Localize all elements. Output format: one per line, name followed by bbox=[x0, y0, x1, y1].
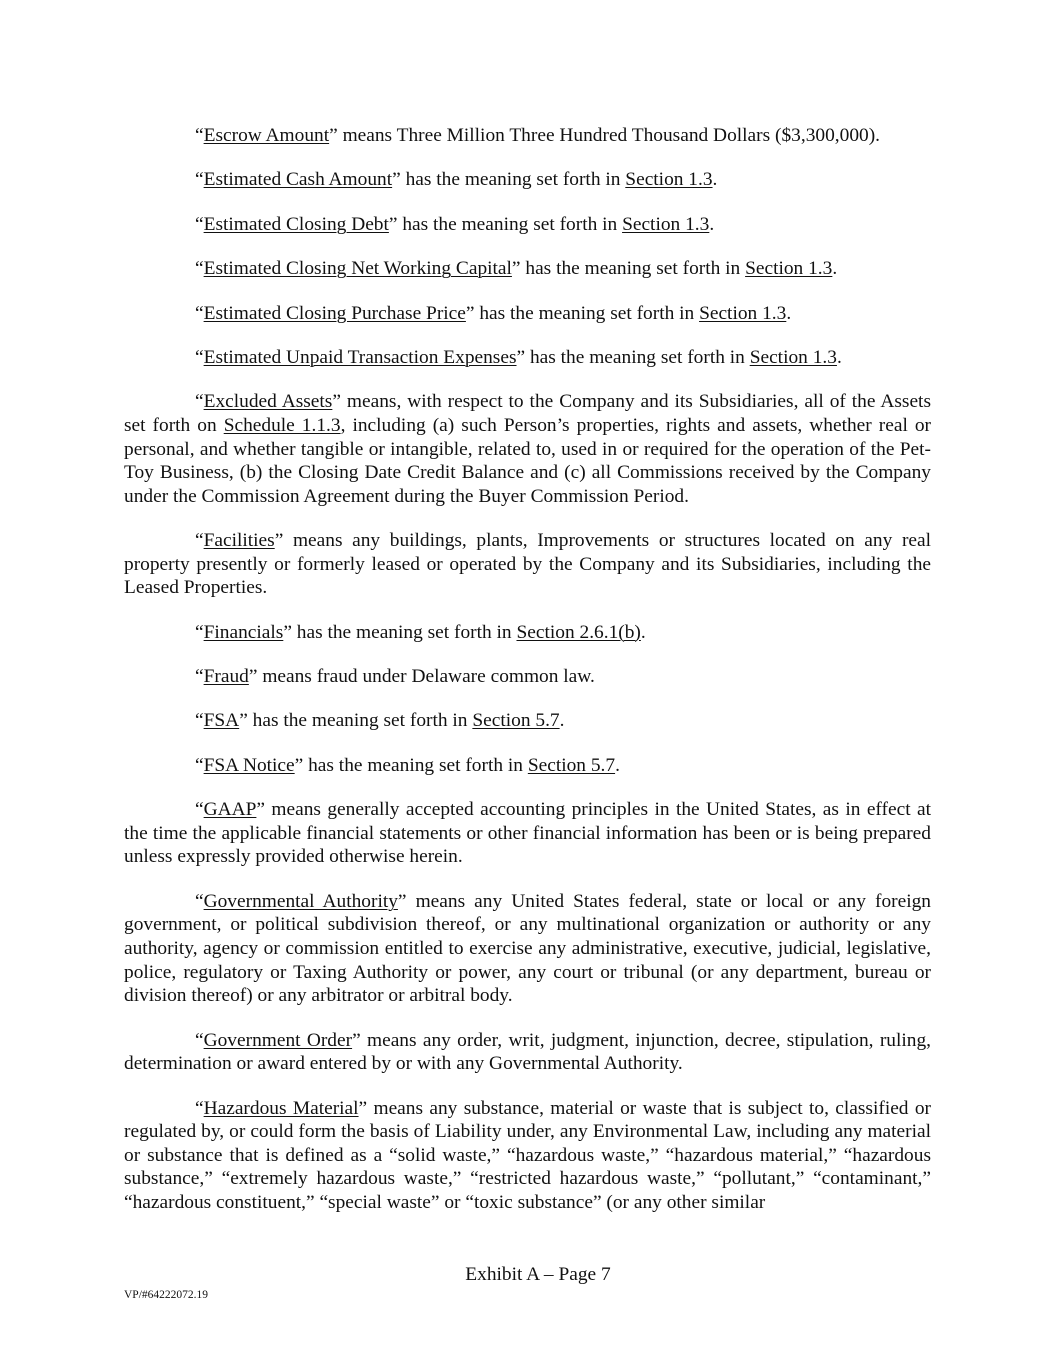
definition-paragraph: “Estimated Cash Amount” has the meaning set forth in Section 1.3. bbox=[195, 169, 718, 191]
section-reference: Section 2.6.1(b) bbox=[516, 621, 641, 643]
definition-text: has the meaning set forth in bbox=[247, 710, 473, 732]
section-reference: Section 1.3 bbox=[699, 302, 787, 324]
section-reference: Section 5.7 bbox=[527, 754, 616, 776]
defined-term: Excluded Assets bbox=[203, 391, 333, 413]
section-reference: Section 1.3 bbox=[625, 169, 713, 191]
definition-paragraph: “Excluded Assets” means, with respect to the Company and its Subsidiaries, all of the Assets set forth on Schedule 1.1.3, including (a) such Person’s properties, rights and assets, whether real or personal, and whether tangible or intangible, related to, used in or required for the operation of the Pet-Toy Business, (b) the Closing Date Credit Balance and (c) all Commissions received by the Company under the Commission Agreement during the Buyer Commission Period. bbox=[124, 391, 932, 507]
definition-paragraph: “Financials” has the meaning set forth in Section 2.6.1(b). bbox=[195, 621, 646, 643]
definition-paragraph: “Fraud” means fraud under Delaware common law. bbox=[195, 666, 595, 688]
definition-text: means any buildings, plants, Improvements or structures located on any real property presently or formerly leased or operated by the Company and its Subsidiaries, including the Leased Properties. bbox=[124, 530, 931, 599]
definition-paragraph: “FSA” has the meaning set forth in Section 5.7. bbox=[195, 710, 565, 732]
definition-text: . bbox=[712, 169, 718, 191]
defined-term: Fraud bbox=[203, 666, 249, 688]
definition-paragraph: “Estimated Closing Debt” has the meaning set forth in Section 1.3. bbox=[195, 213, 715, 235]
definition-text: . bbox=[640, 621, 646, 643]
defined-term: Estimated Closing Debt bbox=[203, 213, 389, 235]
defined-term: Financials bbox=[203, 621, 284, 643]
definition-text: has the meaning set forth in bbox=[291, 621, 517, 643]
defined-term: FSA bbox=[203, 710, 240, 732]
defined-term: Hazardous Material bbox=[203, 1097, 359, 1119]
definition-text: . bbox=[786, 302, 792, 324]
defined-term: GAAP bbox=[203, 799, 257, 821]
page-number-footer: Exhibit A – Page 7 bbox=[465, 1264, 611, 1285]
definition-text: has the meaning set forth in bbox=[525, 346, 750, 368]
definition-text: . bbox=[709, 213, 715, 235]
definition-text: means any United States federal, state or local or any foreign government, or political subdivision thereof, or any multinational organization or authority or any authority, agency or commission entitled to exercise any administrative, executive, judicial, legislative, police, regulatory or Taxing Authority or power, any court or tribunal (or any department, bureau or division thereof) or any arbitrator or arbitral body. bbox=[124, 890, 931, 1007]
defined-term: Estimated Closing Purchase Price bbox=[203, 302, 466, 324]
definition-text: . bbox=[836, 346, 842, 368]
definition-text: means any order, writ, judgment, injunction, decree, stipulation, ruling, determination or award entered by or with any Governmental Authority. bbox=[124, 1029, 931, 1075]
definition-text: has the meaning set forth in bbox=[520, 258, 746, 280]
definition-text: means generally accepted accounting principles in the United States, as in effect at the time the applicable financial statements or other financial information has been or is being prepared unless expressly provided otherwise herein. bbox=[124, 799, 931, 868]
definition-paragraph: “Escrow Amount” means Three Million Three Hundred Thousand Dollars ($3,300,000). bbox=[195, 125, 881, 146]
definition-paragraph: “Governmental Authority” means any United States federal, state or local or any foreign government, or political subdivision thereof, or any multinational organization or authority or any authority, agency or commission entitled to exercise any administrative, executive, judicial, legislative, police, regulatory or Taxing Authority or power, any court or tribunal (or any department, bureau or division thereof) or any arbitrator or arbitral body. bbox=[124, 890, 931, 1007]
defined-term: Estimated Unpaid Transaction Expenses bbox=[203, 346, 517, 368]
defined-term: Governmental Authority bbox=[203, 890, 398, 912]
definition-paragraph: “Hazardous Material” means any substance, material or waste that is subject to, classified or regulated by, or could form the basis of Liability under, any Environmental Law, including any material or substance that is defined as a “solid waste,” “hazardous waste,” “hazardous material,” “hazardous substance,” “extremely hazardous waste,” “restricted hazardous waste,” “pollutant,” “contaminant,” “hazardous constituent,” “special waste” or “toxic substance” (or any other similar bbox=[124, 1097, 931, 1213]
document-id: VP/#64222072.19 bbox=[124, 1289, 209, 1301]
defined-term: Estimated Closing Net Working Capital bbox=[203, 258, 512, 280]
definition-text: has the meaning set forth in bbox=[397, 213, 623, 235]
definition-paragraph: “Estimated Unpaid Transaction Expenses” has the meaning set forth in Section 1.3. bbox=[195, 346, 842, 368]
definition-text: has the meaning set forth in bbox=[400, 169, 626, 191]
definition-text: means, with respect to the Company and its Subsidiaries, all of the Assets set forth on bbox=[124, 391, 931, 436]
defined-term: FSA Notice bbox=[203, 754, 295, 776]
definition-text: has the meaning set forth in bbox=[303, 754, 528, 776]
definition-text: means Three Million Three Hundred Thousand Dollars ($3,300,000). bbox=[337, 125, 881, 146]
definition-text: , including (a) such Person’s properties, rights and assets, whether real or personal, and whether tangible or intangible, related to, used in or required for the operation of the Pet-Toy Business, (b) the Closing Date Credit Balance and (c) all Commissions received by the Company under the Commission Agreement during the Buyer Commission Period. bbox=[124, 414, 932, 507]
section-reference: Section 1.3 bbox=[745, 258, 833, 280]
definition-text: means any substance, material or waste that is subject to, classified or regulated by, or could form the basis of Liability under, any Environmental Law, including any material or substance that is defined as a “solid waste,” “hazardous waste,” “hazardous material,” “hazardous substance,” “extremely hazardous waste,” “restricted hazardous waste,” “pollutant,” “contaminant,” “hazardous constituent,” “special waste” or “toxic substance” (or any other similar bbox=[124, 1097, 931, 1213]
definition-paragraph: “Estimated Closing Purchase Price” has the meaning set forth in Section 1.3. bbox=[195, 302, 792, 324]
defined-term: Estimated Cash Amount bbox=[203, 169, 393, 191]
definition-paragraph: “Estimated Closing Net Working Capital” has the meaning set forth in Section 1.3. bbox=[195, 258, 838, 280]
definition-text: has the meaning set forth in bbox=[474, 302, 700, 324]
definition-paragraph: “GAAP” means generally accepted accounting principles in the United States, as in effect at the time the applicable financial statements or other financial information has been or is being prepared unless expressly provided otherwise herein. bbox=[124, 799, 931, 868]
definitions-list bbox=[124, 124, 931, 1215]
section-reference: Section 1.3 bbox=[622, 213, 710, 235]
definition-paragraph: “FSA Notice” has the meaning set forth in Section 5.7. bbox=[195, 754, 620, 776]
definition-paragraph: “Government Order” means any order, writ, judgment, injunction, decree, stipulation, ruling, determination or award entered by or with any Governmental Authority. bbox=[124, 1029, 931, 1075]
defined-term: Government Order bbox=[203, 1029, 353, 1051]
section-reference: Schedule 1.1.3 bbox=[223, 414, 341, 436]
definition-paragraph: “Facilities” means any buildings, plants, Improvements or structures located on any real property presently or formerly leased or operated by the Company and its Subsidiaries, including the Leased Properties. bbox=[124, 530, 931, 599]
definition-text: . bbox=[615, 754, 620, 776]
section-reference: Section 1.3 bbox=[749, 346, 837, 368]
definition-text: means fraud under Delaware common law. bbox=[257, 666, 595, 688]
defined-term: Facilities bbox=[203, 530, 275, 552]
section-reference: Section 5.7 bbox=[472, 710, 560, 732]
defined-term: Escrow Amount bbox=[203, 125, 330, 146]
definition-text: . bbox=[559, 710, 565, 732]
definition-text: . bbox=[832, 258, 838, 280]
